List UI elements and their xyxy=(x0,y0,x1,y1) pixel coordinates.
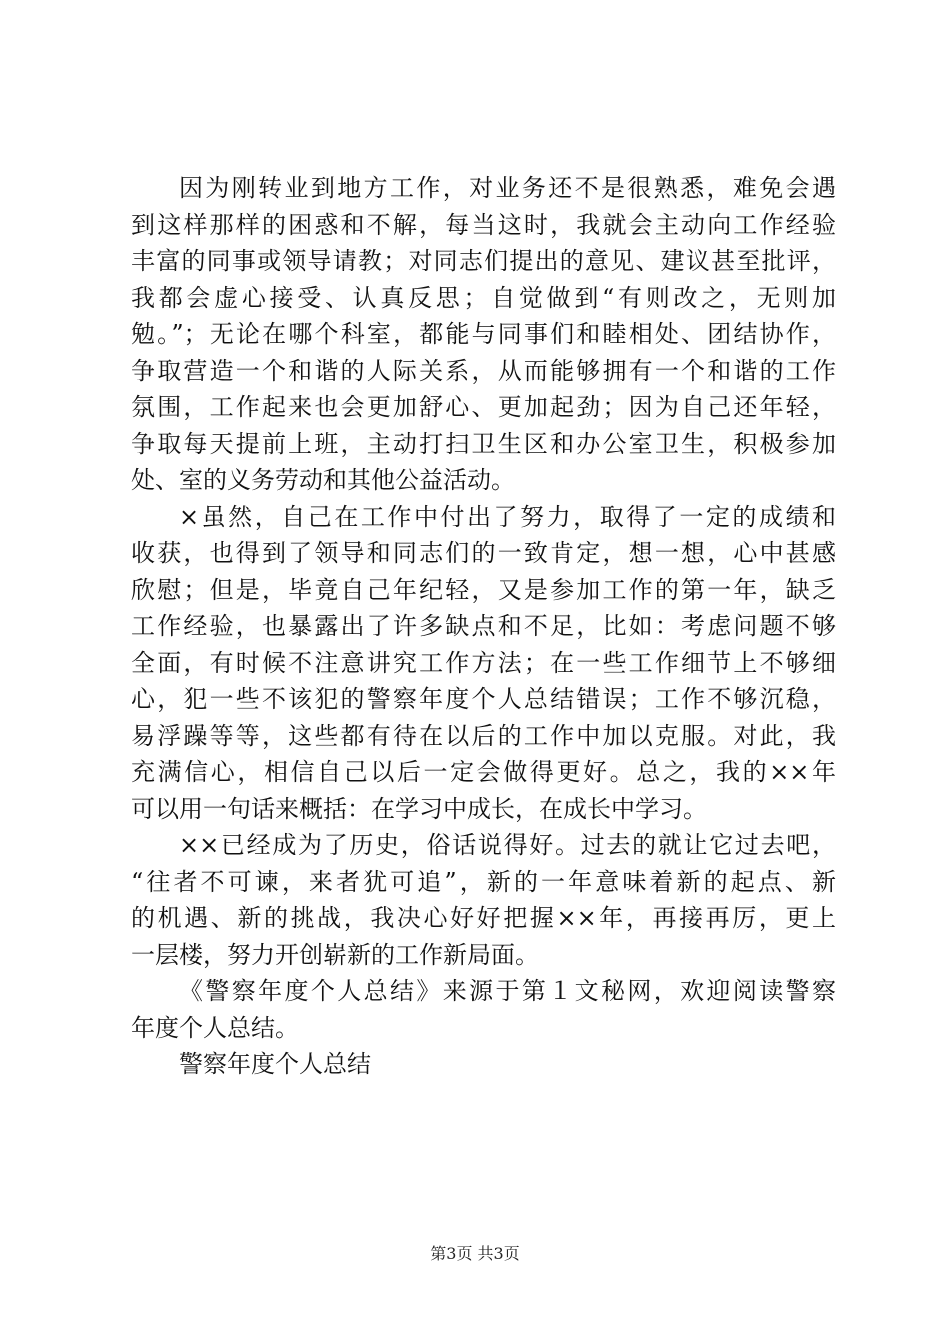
paragraph-line: 充满信心，相信自己以后一定会做得更好。总之，我的××年 xyxy=(131,758,836,786)
paragraph-line: 收获，也得到了领导和同志们的一致肯定，想一想，心中甚感 xyxy=(131,539,836,567)
paragraph-line: “往者不可谏，来者犹可追”，新的一年意味着新的起点、新 xyxy=(131,867,836,896)
paragraph-line: 处、室的义务劳动和其他公益活动。 xyxy=(131,466,515,494)
paragraph-line: 到这样那样的困惑和不解，每当这时，我就会主动向工作经验 xyxy=(131,210,836,239)
paragraph-line: 全面，有时候不注意讲究工作方法；在一些工作细节上不够细 xyxy=(131,648,836,677)
paragraph-line: 易浮躁等等，这些都有待在以后的工作中加以克服。对此，我 xyxy=(131,721,836,750)
paragraph-line: 我都会虚心接受、认真反思；自觉做到“有则改之，无则加 xyxy=(131,283,836,312)
paragraph-line: ××已经成为了历史，俗话说得好。过去的就让它过去吧， xyxy=(179,831,836,859)
paragraph-line: 因为刚转业到地方工作，对业务还不是很熟悉，难免会遇 xyxy=(179,174,836,202)
paragraph-line: 氛围，工作起来也会更加舒心、更加起劲；因为自己还年轻， xyxy=(131,393,836,421)
paragraph-line: ×虽然，自己在工作中付出了努力，取得了一定的成绩和 xyxy=(179,502,836,531)
paragraph-line: 丰富的同事或领导请教；对同志们提出的意见、建议甚至批评， xyxy=(131,247,836,275)
paragraph-line: 一层楼，努力开创崭新的工作新局面。 xyxy=(131,940,539,969)
paragraph-line: 《警察年度个人总结》来源于第１文秘网，欢迎阅读警察 xyxy=(179,977,836,1005)
document-title-line: 警察年度个人总结 xyxy=(179,1050,371,1078)
document-body xyxy=(131,170,836,1083)
paragraph-line: 勉。”；无论在哪个科室，都能与同事们和睦相处、团结协作， xyxy=(131,320,836,348)
paragraph-line: 的机遇、新的挑战，我决心好好把握××年，再接再厉，更上 xyxy=(131,904,836,932)
paragraph-line: 争取每天提前上班，主动打扫卫生区和办公室卫生，积极参加 xyxy=(131,429,836,458)
page-number-footer: 第3页 共3页 xyxy=(430,1244,520,1263)
paragraph-line: 可以用一句话来概括：在学习中成长，在成长中学习。 xyxy=(131,794,707,823)
paragraph-line: 欣慰；但是，毕竟自己年纪轻，又是参加工作的第一年，缺乏 xyxy=(131,575,836,604)
paragraph-line: 心，犯一些不该犯的警察年度个人总结错误；工作不够沉稳， xyxy=(131,685,836,713)
paragraph-line: 争取营造一个和谐的人际关系，从而能够拥有一个和谐的工作 xyxy=(131,356,836,385)
paragraph-line: 工作经验，也暴露出了许多缺点和不足，比如：考虑问题不够 xyxy=(131,612,836,640)
paragraph-line: 年度个人总结。 xyxy=(131,1013,299,1042)
